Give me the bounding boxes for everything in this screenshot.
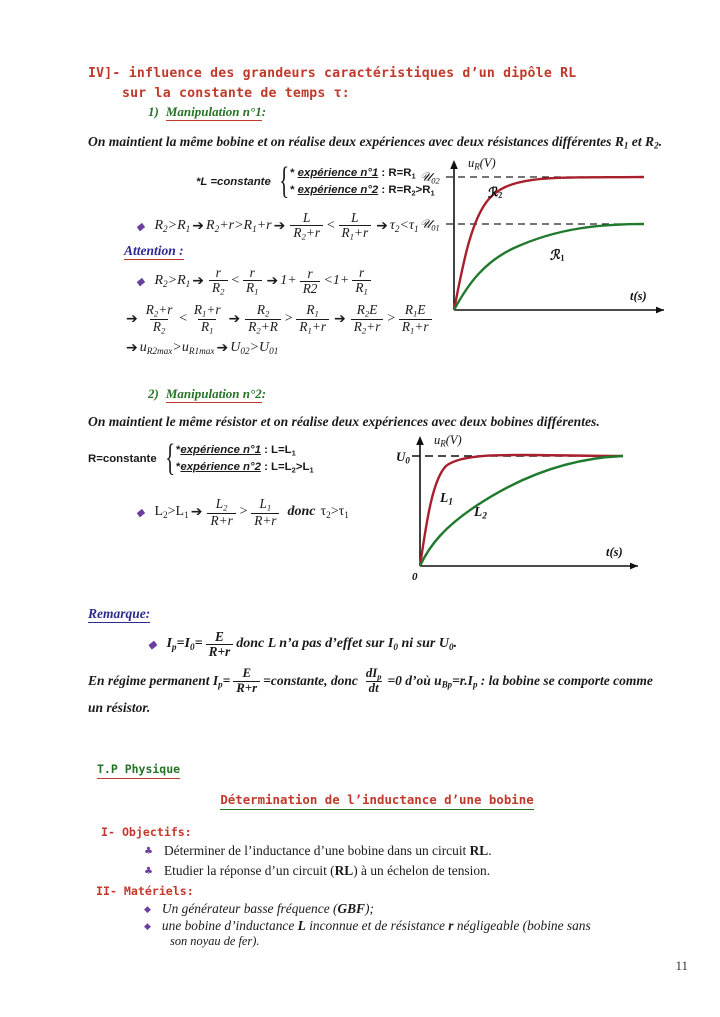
chart1-y-axis-label: $u_R(V)$ — [468, 156, 496, 172]
condition-1-line-1: * expérience n°1 : $R=R_1$ — [290, 166, 416, 181]
arrow-icon: ➔ — [126, 311, 138, 328]
diamond-bullet-icon: ◆ — [136, 506, 145, 519]
manipulation-1-number: 1) — [148, 104, 159, 119]
chart-resistance-comparison — [420, 152, 672, 324]
list-item: ♣ Déterminer de l’inductance d’une bobine dans un circuit RL. — [144, 843, 492, 858]
chart1-tick-u02: 𝒰$_{02}$ — [420, 170, 440, 186]
formula-regime-permanent-cont: un résistor. — [88, 700, 151, 715]
condition-2-line-2: *expérience n°2 : $L=L_2>L_1$ — [175, 461, 314, 475]
arrow-icon: ➔ — [228, 311, 241, 328]
chart2-series-label-l1: L1 — [440, 490, 453, 508]
attention-label — [124, 243, 184, 259]
formula-ratio-comparison: ◆ $R_2>R_1$ ➔ $\frac{r}{R_2}$ < $\frac{r}{R_1}$ ➔ 1+ $\frac{r}{R2}$ <1+ $\frac{r}{R_1}$ — [136, 266, 374, 297]
left-brace-icon: { — [278, 160, 289, 202]
condition-2-line-1: *expérience n°1 : $L=L_1$ — [175, 443, 296, 458]
chart1-x-axis-label: t(s) — [630, 289, 647, 303]
diamond-bullet-icon: ◆ — [136, 220, 145, 233]
y-axis-arrow-icon — [416, 436, 424, 445]
formula-tau-comparison: ◆ $R_2>R_1$ ➔ $R_2+r>R_1+r$ ➔ $\frac{L}{R_2+r}$ < $\frac{L}{R_1+r}$ ➔ $\tau_2<\tau_1$ — [136, 210, 419, 242]
x-axis-arrow-icon — [630, 563, 638, 570]
formula-regime-permanent: En régime permanent $I_p=$ $\frac{E}{R+r}$ =constante, donc $\frac{dI_p}{dt}$ =0 d’où $u_{Bp}=r.I_p$ : la bobine se comporte comme — [88, 666, 653, 696]
tp-subject-label — [97, 762, 180, 776]
arrow-icon: ➔ — [190, 504, 203, 521]
arrow-icon: ➔ — [273, 218, 286, 235]
section-heading-objectifs: I- Objectifs: — [101, 825, 192, 839]
chart2-y-axis-label: $u_R(V)$ — [434, 433, 462, 449]
manipulation-2-label: Manipulation n°2 — [165, 386, 262, 401]
condition-block-1 — [196, 160, 435, 202]
condition-1-line-2: * expérience n°2 : $R=R_2>R_1$ — [290, 184, 435, 198]
arrow-icon: ➔ — [126, 340, 138, 356]
formula-chain-1: ➔ $\frac{R_2+r}{R_2}$ < $\frac{R_1+r}{R_1}$ ➔ $\frac{R_2}{R_2+R}$ > $\frac{R_1}{R_1+r}$ ➔ $\frac{R_2E}{R_2+r}$ > $\frac{R_1E}{R_1+r}$ — [124, 303, 435, 336]
chart2-series-label-l2: L2 — [474, 504, 487, 522]
manipulation-2-number: 2) — [148, 386, 159, 401]
chart2-tick-u0: U0 — [396, 449, 410, 466]
curve-l2 — [420, 456, 623, 566]
remarque-text: Remarque: — [88, 606, 151, 621]
manipulation-2-heading — [148, 386, 266, 402]
list-item: ◆ Un générateur basse fréquence (GBF); — [144, 901, 374, 916]
diamond-bullet-icon: ◆ — [148, 638, 157, 651]
club-bullet-icon: ♣ — [144, 866, 153, 877]
tp-title-text: Détermination de l’inductance d’une bobine — [220, 792, 533, 810]
arrow-icon: ➔ — [334, 311, 346, 328]
curve-r1 — [454, 224, 644, 310]
arrow-icon: ➔ — [216, 340, 229, 356]
chart1-tick-u01: 𝒰$_{01}$ — [420, 217, 440, 233]
list-item: ♣ Etudier la réponse d’un circuit (RL) à un échelon de tension. — [144, 863, 491, 878]
condition-block-2 — [88, 437, 314, 479]
chart2-origin-label: 0 — [412, 571, 418, 583]
manipulation-2-colon: : — [261, 386, 267, 401]
chart1-series-label-r2: ℛ2 — [485, 184, 504, 201]
y-axis-arrow-icon — [450, 160, 458, 169]
condition-2-lead: R=constante — [88, 453, 157, 466]
tp-subject-text: T.P Physique — [97, 762, 180, 779]
formula-inductance-comparison: ◆ $L_2>L_1$ ➔ $\frac{L_2}{R+r}$ > $\frac{L_1}{R+r}$ donc $\tau_2>\tau_1$ — [136, 496, 349, 528]
page-number: 11 — [675, 958, 688, 973]
curve-r2 — [454, 177, 644, 310]
attention-text: Attention : — [124, 243, 184, 258]
manipulation-1-label: Manipulation n°1 — [165, 104, 262, 119]
formula-chain-2: ➔ $u_{R2max}>u_{R1max}$ ➔ $U_{02}>U_{01}$ — [126, 340, 279, 356]
heading-line-1: IV]- influence des grandeurs caractéristiques d’un dipôle RL — [88, 66, 577, 81]
heading-line-2: sur la constante de temps τ: — [122, 86, 350, 101]
section-heading-materiels: II- Matériels: — [96, 884, 194, 898]
curve-l1 — [420, 455, 623, 566]
list-item: ◆ une bobine d’inductance L inconnue et de résistance r négligeable (bobine sans — [144, 918, 591, 933]
club-bullet-icon: ♣ — [144, 846, 153, 857]
tp-title — [0, 792, 720, 807]
intro-paragraph-1: On maintient la même bobine et on réalise deux expériences avec deux résistances différentes $R_1$ et $R_2$. — [88, 134, 662, 151]
arrow-icon: ➔ — [266, 273, 279, 290]
intro-paragraph-2: On maintient le même résistor et on réalise deux expériences avec deux bobines différentes. — [88, 414, 600, 429]
arrow-icon: ➔ — [192, 273, 205, 290]
remarque-label — [88, 606, 150, 622]
left-brace-icon: { — [164, 437, 175, 479]
chart2-x-axis-label: t(s) — [606, 545, 623, 559]
x-axis-arrow-icon — [656, 307, 664, 314]
manipulation-1-colon: : — [261, 104, 267, 119]
arrow-icon: ➔ — [376, 218, 388, 235]
section-heading-iv — [88, 64, 648, 104]
formula-ip-i0: ◆ $I_p=I_0=$ $\frac{E}{R+r}$ donc L n’a pas d’effet sur $I_0$ ni sur $U_0$. — [148, 629, 458, 659]
arrow-icon: ➔ — [192, 218, 205, 235]
list-item-continuation: son noyau de fer). — [170, 934, 260, 948]
diamond-bullet-icon: ◆ — [144, 922, 151, 932]
condition-1-lead: *L =constante — [196, 176, 271, 189]
diamond-bullet-icon: ◆ — [144, 905, 151, 915]
manipulation-1-heading — [148, 104, 266, 120]
chart1-series-label-r1: ℛ1 — [548, 246, 566, 264]
diamond-bullet-icon: ◆ — [136, 275, 145, 288]
chart-inductance-comparison — [398, 428, 646, 586]
